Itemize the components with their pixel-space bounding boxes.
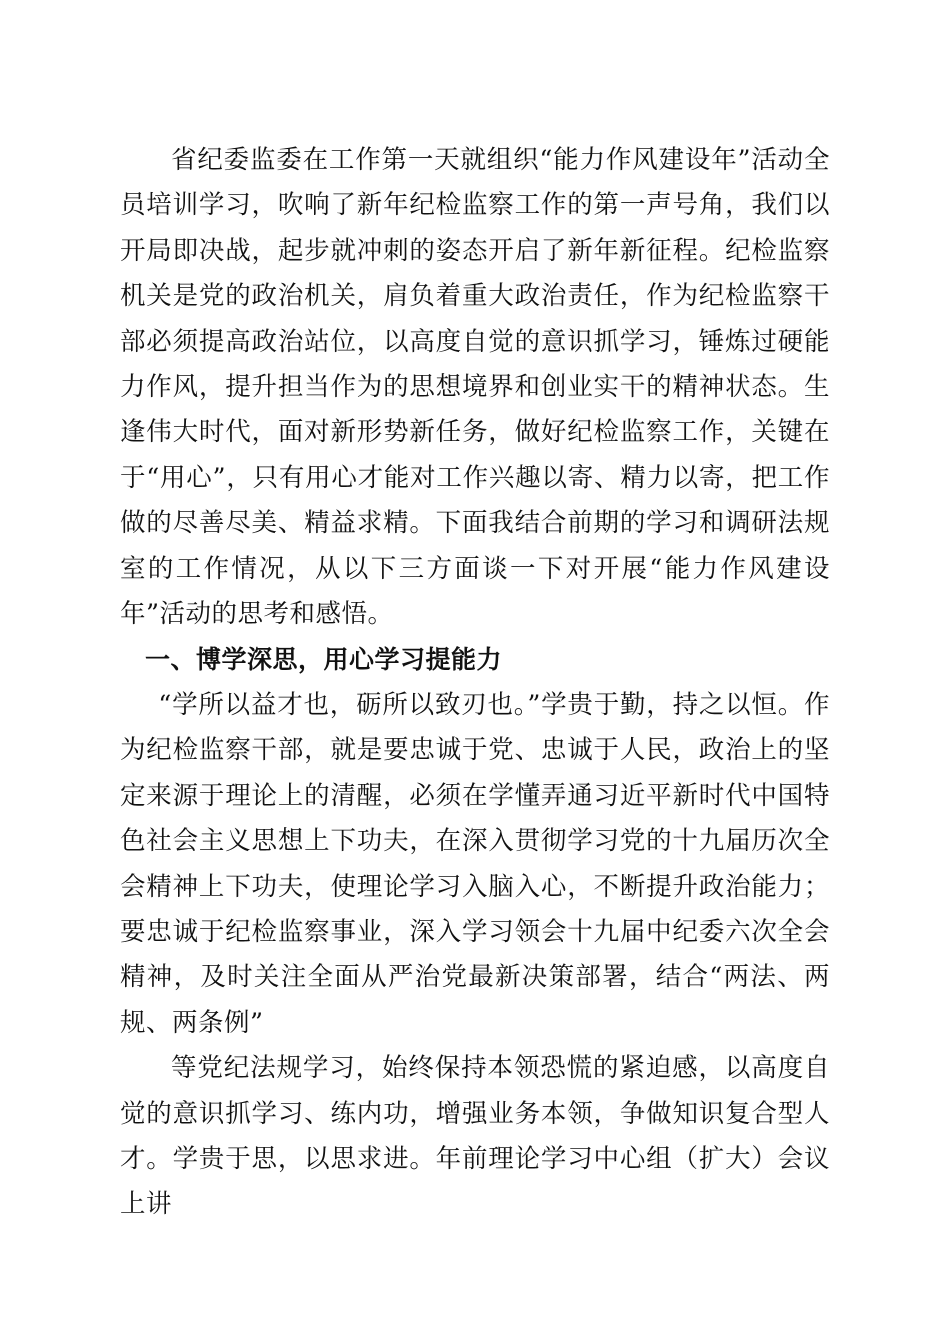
section-paragraph: 等党纪法规学习，始终保持本领恐慌的紧迫感，以高度自觉的意识抓学习、练内功，增强业务本领，争做知识复合型人才。学贵于思，以思求进。年前理论学习中心组（扩大）会议上讲	[120, 1053, 830, 1220]
document-body	[120, 138, 830, 1228]
section-paragraph: “学所以益才也，砺所以致刃也。”学贵于勤，持之以恒。作为纪检监察干部，就是要忠诚于党、忠诚于人民，政治上的坚定来源于理论上的清醒，必须在学懂弄通习近平新时代中国特色社会主义思想上下功夫，在深入贯彻学习党的十九届历次全会精神上下功夫，使理论学习入脑入心，不断提升政治能力；要忠诚于纪检监察事业，深入学习领会十九届中纪委六次全会精神，及时关注全面从严治党最新决策部署，结合“两法、两规、两条例”	[120, 689, 830, 1038]
section-heading: 一、博学深思，用心学习提能力	[145, 645, 503, 675]
intro-paragraph: 省纪委监委在工作第一天就组织“能力作风建设年”活动全员培训学习，吹响了新年纪检监察工作的第一声号角，我们以开局即决战，起步就冲刺的姿态开启了新年新征程。纪检监察机关是党的政治机关，肩负着重大政治责任，作为纪检监察干部必须提高政治站位，以高度自觉的意识抓学习，锤炼过硬能力作风，提升担当作为的思想境界和创业实干的精神状态。生逢伟大时代，面对新形势新任务，做好纪检监察工作，关键在于“用心”，只有用心才能对工作兴趣以寄、精力以寄，把工作做的尽善尽美、精益求精。下面我结合前期的学习和调研法规室的工作情况，从以下三方面谈一下对开展“能力作风建设年”活动的思考和感悟。	[120, 145, 830, 630]
